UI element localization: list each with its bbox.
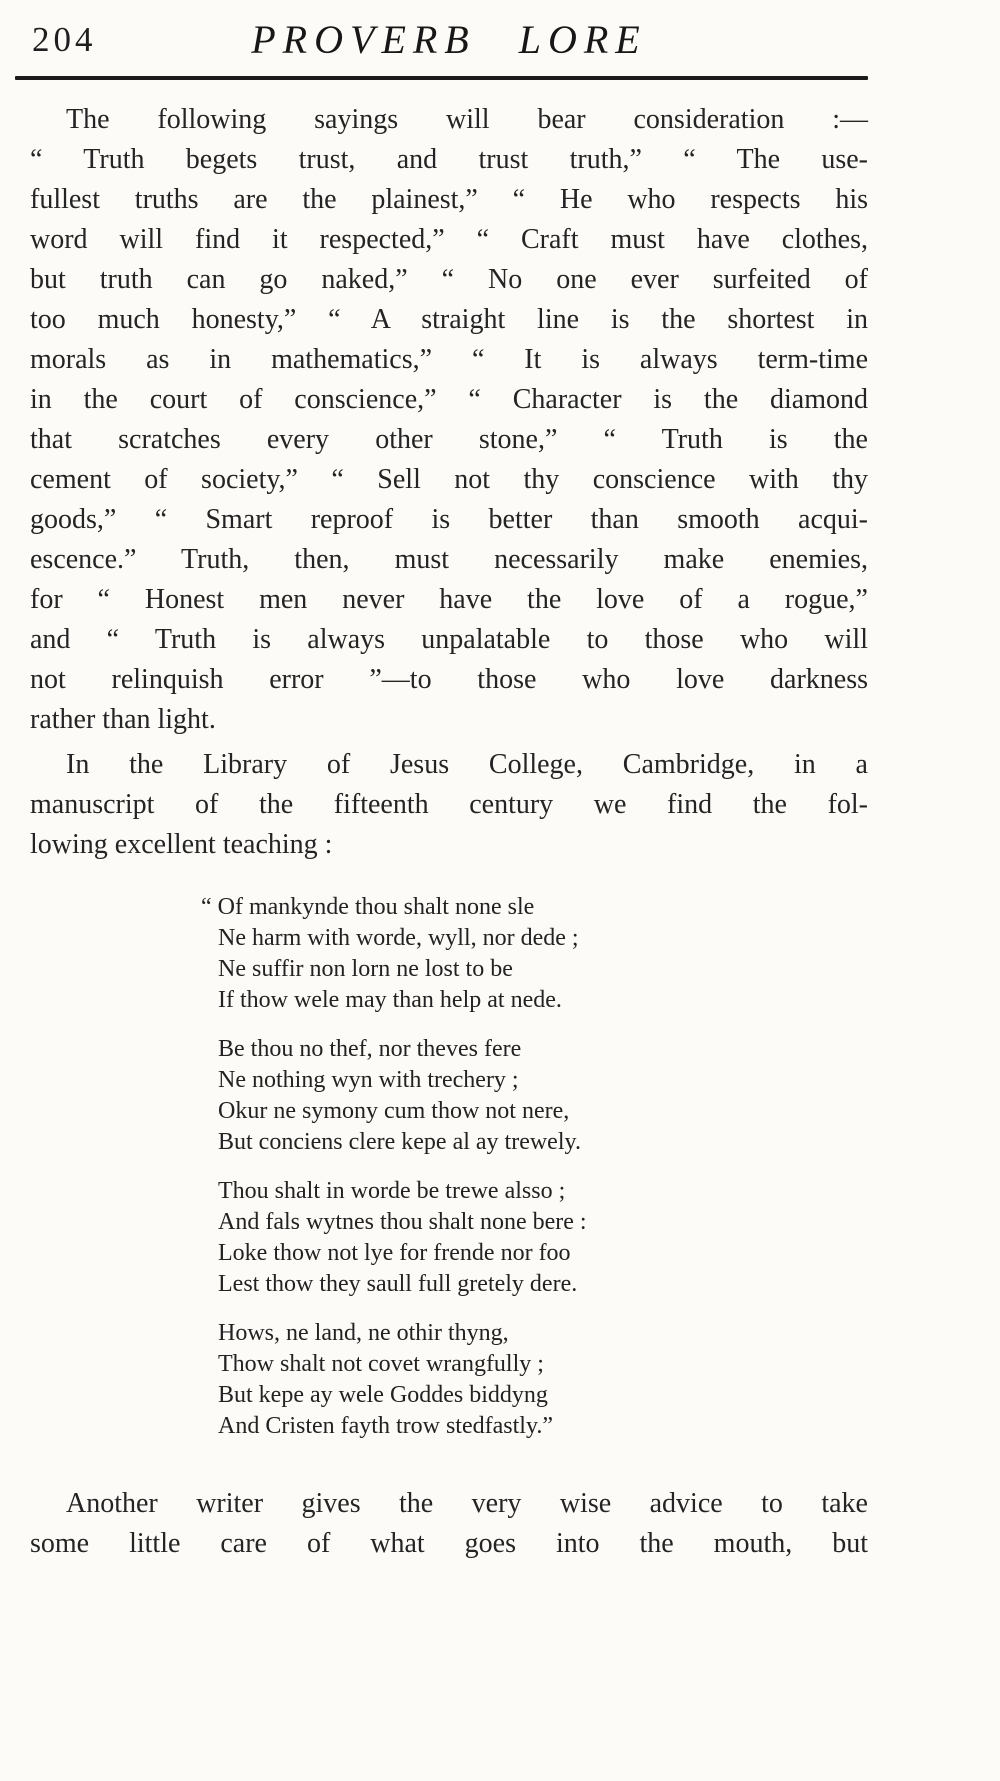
text-line: “ Truth begets trust, and trust truth,” “ The use- bbox=[30, 144, 868, 175]
text-line: word will find it respected,” “ Craft must have clothes, bbox=[30, 224, 868, 255]
text-line: rather than light. bbox=[30, 704, 216, 735]
text-line: not relinquish error ”—to those who love darkness bbox=[30, 664, 868, 695]
poem-line: “ Of mankynde thou shalt none sle bbox=[201, 894, 535, 920]
text-line: fullest truths are the plainest,” “ He who respects his bbox=[30, 184, 868, 215]
paragraph-2 bbox=[30, 745, 868, 865]
poem-line: Hows, ne land, ne othir thyng, bbox=[218, 1320, 509, 1346]
poem-line: Thow shalt not covet wrangfully ; bbox=[218, 1351, 544, 1377]
poem-line: But conciens clere kepe al ay trewely. bbox=[218, 1129, 581, 1155]
poem-quotation bbox=[201, 892, 868, 1442]
poem-line: Ne nothing wyn with trechery ; bbox=[218, 1067, 519, 1093]
poem-line: And fals wytnes thou shalt none bere : bbox=[218, 1209, 587, 1235]
poem-stanza bbox=[218, 1318, 868, 1442]
text-line: and “ Truth is always unpalatable to those who will bbox=[30, 624, 868, 655]
poem-stanza bbox=[218, 1176, 868, 1300]
poem-line: Ne suffir non lorn ne lost to be bbox=[218, 956, 513, 982]
text-line: lowing excellent teaching : bbox=[30, 829, 333, 860]
text-line: goods,” “ Smart reproof is better than smooth acqui- bbox=[30, 504, 868, 535]
text-line: Another writer gives the very wise advice to take bbox=[66, 1488, 868, 1519]
poem-line: Be thou no thef, nor theves fere bbox=[218, 1036, 522, 1062]
poem-stanza bbox=[218, 1034, 868, 1158]
poem-line: If thow wele may than help at nede. bbox=[218, 987, 562, 1013]
text-line: too much honesty,” “ A straight line is the shortest in bbox=[30, 304, 868, 335]
poem-line: Ne harm with worde, wyll, nor dede ; bbox=[218, 925, 579, 951]
page-header bbox=[30, 14, 868, 68]
text-line: some little care of what goes into the mouth, but bbox=[30, 1528, 868, 1559]
closing-paragraph bbox=[30, 1484, 868, 1564]
text-line: in the court of conscience,” “ Character is the diamond bbox=[30, 384, 868, 415]
text-line: morals as in mathematics,” “ It is always term-time bbox=[30, 344, 868, 375]
text-line: The following sayings will bear consideration :— bbox=[66, 104, 868, 135]
text-line: but truth can go naked,” “ No one ever surfeited of bbox=[30, 264, 868, 295]
poem-line: Lest thow they saull full gretely dere. bbox=[218, 1271, 578, 1297]
poem-line: Okur ne symony cum thow not nere, bbox=[218, 1098, 570, 1124]
text-line: that scratches every other stone,” “ Truth is the bbox=[30, 424, 868, 455]
text-line: cement of society,” “ Sell not thy conscience with thy bbox=[30, 464, 868, 495]
header-rule bbox=[15, 76, 868, 80]
paragraph-1 bbox=[30, 100, 868, 740]
poem-line: Loke thow not lye for frende nor foo bbox=[218, 1240, 571, 1266]
text-line: In the Library of Jesus College, Cambridge, in a bbox=[66, 749, 868, 780]
page-number: 204 bbox=[32, 20, 97, 59]
poem-line: And Cristen fayth trow stedfastly.” bbox=[218, 1413, 554, 1439]
page-title: PROVERB LORE bbox=[251, 17, 647, 62]
text-line: manuscript of the fifteenth century we find the fol- bbox=[30, 789, 868, 820]
poem-line: Thou shalt in worde be trewe alsso ; bbox=[218, 1178, 566, 1204]
text-line: escence.” Truth, then, must necessarily make enemies, bbox=[30, 544, 868, 575]
text-line: for “ Honest men never have the love of a rogue,” bbox=[30, 584, 868, 615]
poem-stanza bbox=[201, 892, 868, 1016]
poem-line: But kepe ay wele Goddes biddyng bbox=[218, 1382, 548, 1408]
